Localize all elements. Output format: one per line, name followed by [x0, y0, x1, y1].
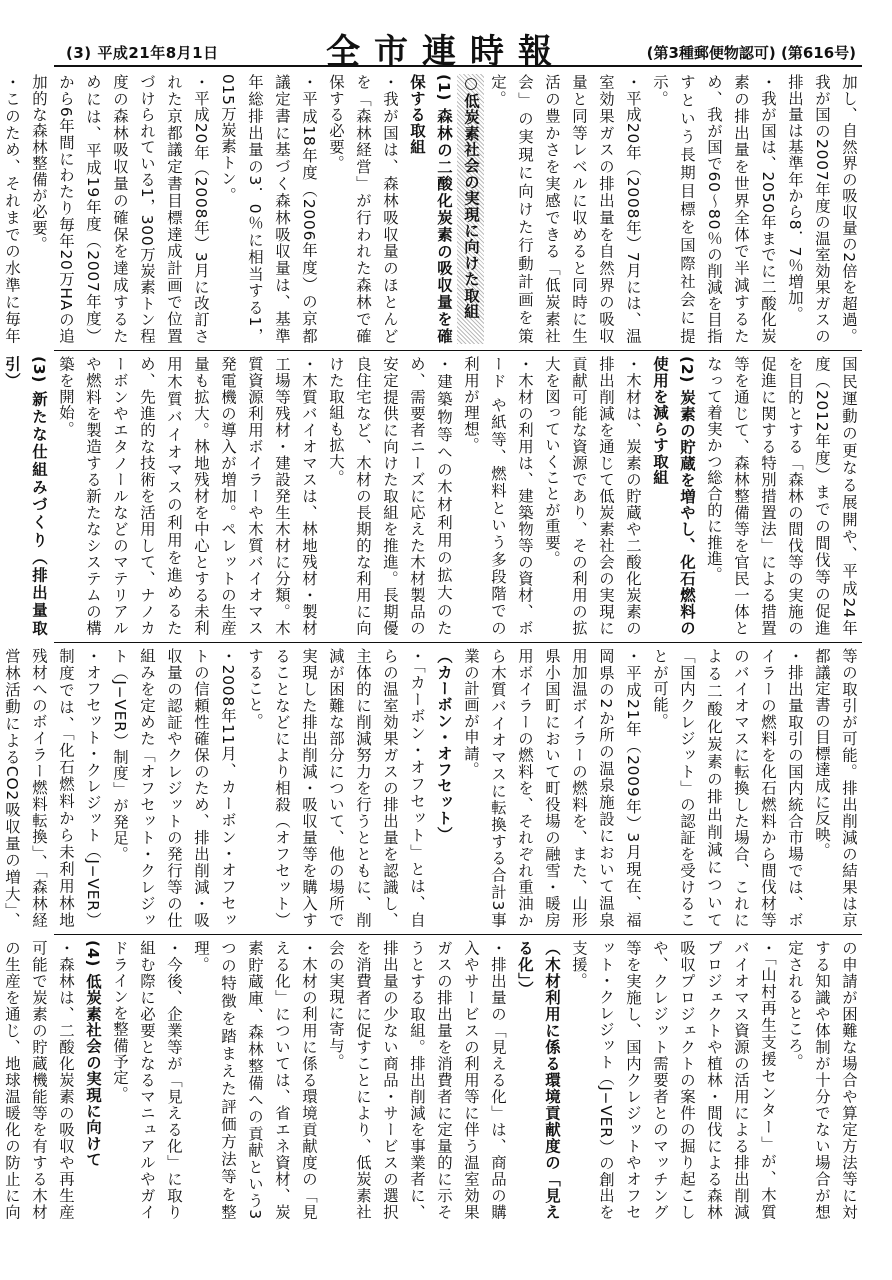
article-section-3 [3, 648, 862, 928]
paragraph: ・木質バイオマスは、林地残材・製材工場等残材・建設発生木材に分類。木質資源利用ボイラーや木質バイオマス発電機の導入が増加。ペレットの生産量も拡大。林地残材を中心とする未利用木質バイオマスの利用を進めるため、先進的な技術を活用して、ナノカーボンやエタノールなどのマテリアルや燃料を製造する新たなシステムの構築を開始。 [57, 356, 318, 636]
section-heading: (3) 新たな仕組みづくり（排出量取引） [3, 356, 48, 636]
paragraph: ・森林は、二酸化炭素の吸収や再生産可能で炭素の貯蔵機能等を有する木材の生産を通じ、地球温暖化の防止に向 [3, 940, 75, 1220]
section-divider [54, 934, 862, 935]
section-text [3, 940, 862, 1220]
paragraph: 加し、自然界の吸収量の2倍を超過。我が国の2007年度の温室効果ガスの排出量は基準年から8．7％増加。 [786, 74, 858, 344]
paragraph: ・このため、それまでの水準に毎年 [3, 74, 21, 344]
section-text [3, 74, 862, 344]
paragraph: ・排出量取引の国内統合市場では、ボイラーの燃料を化石燃料から間伐材等のバイオマスに転換した場合、これによる二酸化炭素の排出削減について「国内クレジット」の認証を受けることが可能。 [651, 648, 804, 928]
page-number-date: (3) 平成21年8月1日 [66, 44, 219, 62]
article-section-2 [3, 356, 862, 636]
paragraph: 等の取引が可能。排出削減の結果は京都議定書の目標達成に反映。 [813, 648, 858, 928]
section-heading: (1) 森林の二酸化炭素の吸収量を確保する取組 [408, 74, 453, 344]
paragraph: ・2008年11月、カーボン・オフセットの信頼性確保のため、排出削減・吸収量の認証やクレジットの発行等の仕組みを定めた「オフセット・クレジット（J−VER）制度」が発足。 [111, 648, 237, 928]
paragraph: ・排出量の「見える化」は、商品の購入やサービスの利用等に伴う温室効果ガスの排出量を消費者に定量的に示そうとする取組。排出削減を事業者に、排出量の少ない商品・サービスの選択を消費者に促すことにより、低炭素社会の実現に寄与。 [327, 940, 507, 1220]
paragraph: 国民運動の更なる展開や、平成24年度（2012年度）までの間伐等の促進を目的とする「森林の間伐等の実施の促進に関する特別措置法」による措置等を通じて、森林整備等を官民一体となって着実かつ総合的に推進。 [705, 356, 858, 636]
section-heading: （木材利用に係る環境貢献度の「見える化」） [516, 940, 561, 1220]
paragraph: ・木材の利用に係る環境貢献度の「見える化」については、省エネ資材、炭素貯蔵庫、森林整備への貢献という3つの特徴を踏まえた評価方法等を整理。 [192, 940, 318, 1220]
paragraph: ・建築物等への木材利用の拡大のため、需要者ニーズに応えた木材製品の安定提供に向けた取組を推進。長期優良住宅など、木材の長期的な利用に向けた取組も拡大。 [327, 356, 453, 636]
paragraph: ・我が国は、森林吸収量のほとんどを「森林経営」が行われた森林で確保する必要。 [327, 74, 399, 344]
section-heading: (2) 炭素の貯蔵を増やし、化石燃料の使用を減らす取組 [651, 356, 696, 636]
section-divider [54, 350, 862, 351]
section-heading: （カーボン・オフセット） [435, 648, 453, 843]
paragraph: ・木材は、炭素の貯蔵や二酸化炭素の排出削減を通じて低炭素社会の実現に貢献可能な資源であり、その利用の拡大を図っていくことが重要。 [543, 356, 642, 636]
paragraph: ・木材の利用は、建築物等の資材、ボード や紙等、燃料という多段階での利用が理想。 [462, 356, 534, 636]
newspaper-title: 全市連時報 [326, 32, 566, 72]
section-heading: ○低炭素社会の実現に向けた取組 [457, 74, 484, 344]
article-section-4 [3, 940, 862, 1220]
issue-info: (第3種郵便物認可) (第616号) [646, 44, 856, 62]
section-heading: (4) 低炭素社会の実現に向けて [84, 940, 102, 1168]
article-section-1 [3, 74, 862, 344]
paragraph: ・平成21年（2009年）3月現在、福岡県の2か所の温泉施設において温泉用加温ボイラーの燃料を、また、山形県小国町において町役場の融雪・暖房用ボイラーの燃料を、それぞれ重油から木質バイオマスに転換する合計3事業の計画が申請。 [462, 648, 642, 928]
section-divider [54, 642, 862, 643]
paragraph: ・オフセット・クレジット（J−VER）制度では、「化石燃料から未利用林地残材へのボイラー燃料転換」、「森林経営林活動によるCO2吸収量の増大」、 [3, 648, 102, 928]
paragraph: ・平成20年（2008年）3月に改訂された京都議定書目標達成計画で位置づけられている1，300万炭素トン程度の森林吸収量の確保を達成するためには、平成19年度（2007年度）から6年間にわたり毎年20万HAの追加的な森林整備が必要。 [30, 74, 210, 344]
paragraph: ・今後、企業等が「見える化」に取り組む際に必要となるマニュアルやガイドラインを整備予定。 [111, 940, 183, 1220]
paragraph: ・平成20年（2008年）7月には、温室効果ガスの排出量を自然界の吸収量と同等レベルに収めると同時に生活の豊かさを実感できる「低炭素社会」の実現に向けた行動計画を策定。 [489, 74, 642, 344]
paragraph: ・我が国は、2050年までに二酸化炭素の排出量を世界全体で半減するため、我が国で60〜80％の削減を目指すという長期目標を国際社会に提示。 [651, 74, 777, 344]
section-text [3, 356, 862, 636]
header-rule [54, 65, 862, 67]
section-text [3, 648, 862, 928]
paragraph: の申請が困難な場合や算定方法等に対する知識や体制が十分でない場合が想定されるところ。 [786, 940, 858, 1220]
paragraph: ・「カーボン・オフセット」とは、自らの温室効果ガスの排出量を認識し、主体的に削減努力を行うとともに、削減が困難な部分について、他の場所で実現した排出削減・吸収量等を購入することなどにより相殺（オフセット）すること。 [246, 648, 426, 928]
paragraph: ・「山村再生支援センター」が、木質バイオマス資源の活用による排出削減プロジェクトや植林・間伐による森林吸収プロジェクトの案件の掘り起こしや、クレジット需要者とのマッチング等を実施し、国内クレジットやオフセット・クレジット（J−VER）の創出を支援。 [570, 940, 777, 1220]
newspaper-header [0, 0, 892, 70]
paragraph: ・平成18年度（2006年度）の京都議定書に基づく森林吸収量は、基準年総排出量の3．0％に相当する1，015万炭素トン。 [219, 74, 318, 344]
